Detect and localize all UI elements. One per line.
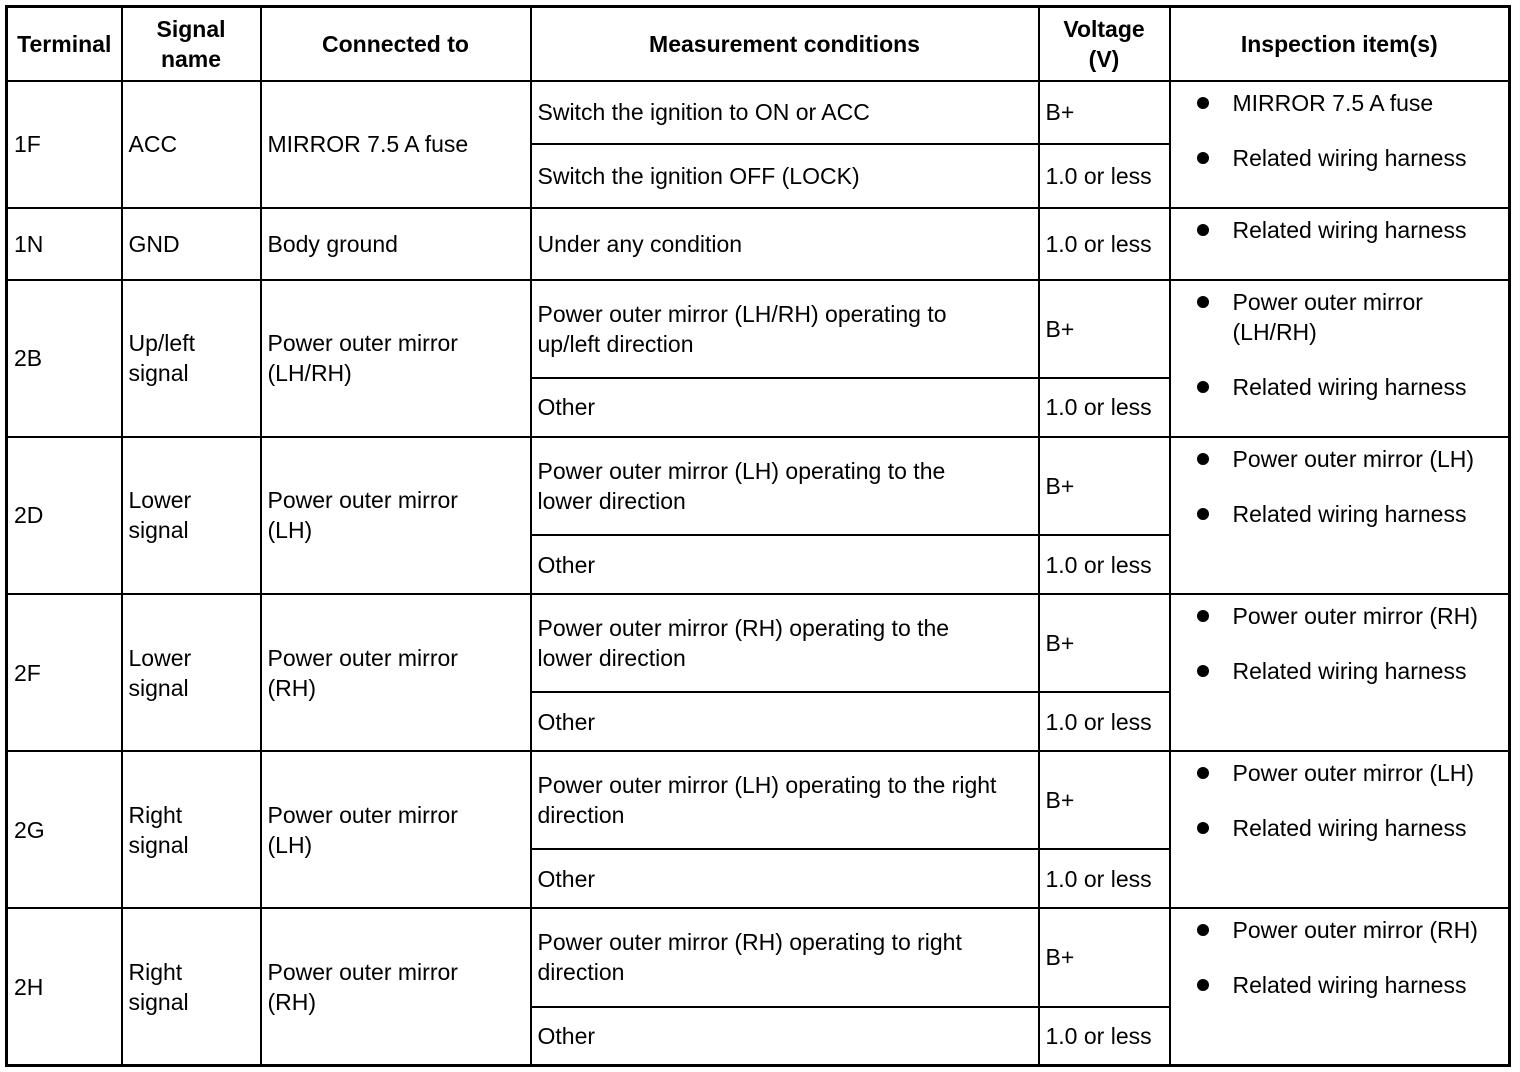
bullet-icon [1197,97,1209,109]
voltage-cell: 1.0 or less [1039,692,1170,751]
inspection-list-item [1207,970,1503,1000]
voltage-cell: 1.0 or less [1039,1007,1170,1066]
header-row [7,7,1510,82]
connected-to-cell: Power outer mirror (LH) [261,437,531,594]
signal-name-cell: Lower signal [122,594,261,751]
inspection-item-text: Related wiring harness [1232,815,1467,842]
header-measurement-conditions: Measurement conditions [531,7,1039,82]
bullet-icon [1197,296,1209,308]
inspection-item-text: Related wiring harness [1232,658,1467,684]
measurement-condition-cell: Other [531,692,1039,751]
terminal-cell: 2H [7,908,122,1065]
inspection-items-cell [1170,81,1510,208]
header-connected-to: Connected to [261,7,531,82]
inspection-item-text: Related wiring harness [1232,145,1467,171]
terminal-voltage-table [5,5,1511,1067]
table-row [7,594,1510,692]
inspection-list-item [1207,287,1503,347]
measurement-condition-cell: Power outer mirror (LH/RH) operating to up/left direction [531,280,1039,378]
bullet-icon [1197,924,1209,936]
voltage-cell: B+ [1039,280,1170,378]
bullet-icon [1197,224,1209,236]
inspection-item-text: Related wiring harness [1232,972,1467,999]
inspection-list-item [1207,372,1503,402]
terminal-cell: 2D [7,437,122,594]
signal-name-cell: Right signal [122,751,261,908]
bullet-icon [1197,979,1209,991]
bullet-icon [1197,610,1209,622]
measurement-condition-cell: Other [531,378,1039,437]
signal-name-cell: Lower signal [122,437,261,594]
table-row [7,437,1510,535]
inspection-items-cell [1170,908,1510,1065]
measurement-condition-cell: Power outer mirror (LH) operating to the right direction [531,751,1039,849]
connected-to-cell: Body ground [261,208,531,280]
terminal-cell: 2G [7,751,122,908]
voltage-cell: B+ [1039,81,1170,144]
inspection-item-text: Power outer mirror (RH) [1232,603,1478,629]
table-row [7,81,1510,144]
measurement-condition-cell: Power outer mirror (LH) operating to the lower direction [531,437,1039,535]
table-row [7,751,1510,849]
table-row [7,280,1510,378]
inspection-items-cell [1170,594,1510,751]
inspection-items-cell [1170,280,1510,437]
table-row [7,908,1510,1006]
bullet-icon [1197,767,1209,779]
voltage-cell: B+ [1039,908,1170,1006]
signal-name-cell: Up/left signal [122,280,261,437]
inspection-list-item [1207,88,1503,118]
signal-name-cell: Right signal [122,908,261,1065]
voltage-cell: 1.0 or less [1039,849,1170,908]
inspection-item-text: Power outer mirror (LH) [1232,445,1475,472]
inspection-list-item [1207,499,1503,529]
inspection-item-text: Related wiring harness [1232,216,1467,243]
terminal-cell: 1N [7,208,122,280]
header-voltage: Voltage (V) [1039,7,1170,82]
connected-to-cell: Power outer mirror (RH) [261,594,531,751]
bullet-icon [1197,665,1209,677]
inspection-item-text: Power outer mirror (LH/RH) [1232,288,1423,345]
terminal-cell: 2B [7,280,122,437]
measurement-condition-cell: Other [531,849,1039,908]
voltage-cell: B+ [1039,594,1170,692]
inspection-items-cell [1170,751,1510,908]
terminal-cell: 1F [7,81,122,208]
connected-to-cell: Power outer mirror (RH) [261,908,531,1065]
signal-name-cell: GND [122,208,261,280]
inspection-list-item [1207,601,1503,631]
bullet-icon [1197,381,1209,393]
measurement-condition-cell: Power outer mirror (RH) operating to right direction [531,908,1039,1006]
inspection-items-cell [1170,437,1510,594]
measurement-condition-cell: Other [531,535,1039,594]
inspection-list-item [1207,758,1503,788]
bullet-icon [1197,152,1209,164]
inspection-list-item [1207,656,1503,686]
table-body [7,81,1510,1066]
inspection-list-item [1207,915,1503,945]
inspection-item-text: Power outer mirror (LH) [1232,760,1475,787]
measurement-condition-cell: Switch the ignition OFF (LOCK) [531,144,1039,208]
inspection-items-cell [1170,208,1510,280]
inspection-list-item [1207,813,1503,843]
voltage-cell: B+ [1039,751,1170,849]
bullet-icon [1197,822,1209,834]
header-inspection-items: Inspection item(s) [1170,7,1510,82]
measurement-condition-cell: Under any condition [531,208,1039,280]
connected-to-cell: Power outer mirror (LH) [261,751,531,908]
inspection-item-text: Power outer mirror (RH) [1232,917,1478,944]
voltage-cell: 1.0 or less [1039,378,1170,437]
bullet-icon [1197,508,1209,520]
inspection-list-item [1207,215,1503,245]
header-signal-name: Signal name [122,7,261,82]
measurement-condition-cell: Other [531,1007,1039,1066]
voltage-cell: 1.0 or less [1039,208,1170,280]
connected-to-cell: MIRROR 7.5 A fuse [261,81,531,208]
voltage-cell: B+ [1039,437,1170,535]
inspection-item-text: Related wiring harness [1232,500,1467,527]
measurement-condition-cell: Power outer mirror (RH) operating to the lower direction [531,594,1039,692]
bullet-icon [1197,453,1209,465]
terminal-cell: 2F [7,594,122,751]
measurement-condition-cell: Switch the ignition to ON or ACC [531,81,1039,144]
inspection-list-item [1207,143,1503,173]
header-terminal: Terminal [7,7,122,82]
inspection-item-text: MIRROR 7.5 A fuse [1232,90,1434,116]
table-row [7,208,1510,280]
inspection-item-text: Related wiring harness [1232,373,1467,400]
signal-name-cell: ACC [122,81,261,208]
connected-to-cell: Power outer mirror (LH/RH) [261,280,531,437]
inspection-list-item [1207,444,1503,474]
voltage-cell: 1.0 or less [1039,535,1170,594]
voltage-cell: 1.0 or less [1039,144,1170,208]
